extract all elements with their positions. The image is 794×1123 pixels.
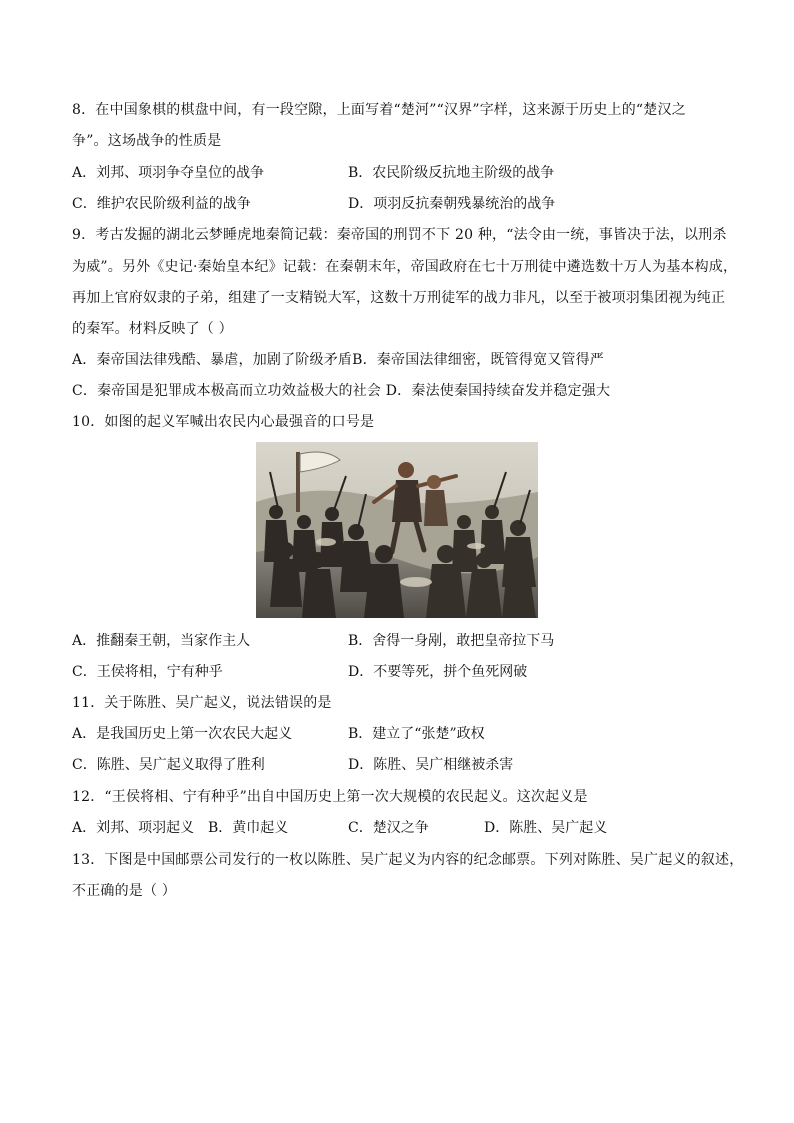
q10-option-c: C．王侯将相，宁有种乎 [72,664,223,680]
q8-option-d: D．项羽反抗秦朝残暴统治的战争 [348,196,556,212]
q12-option-b: B．黄巾起义 [208,820,289,836]
q8-option-a: A．刘邦、项羽争夺皇位的战争 [72,165,265,181]
q8-option-b: B．农民阶级反抗地主阶级的战争 [348,165,555,181]
q9-stem-line3: 再加上官府奴隶的子弟，组建了一支精锐大军，这数十万刑徒军的战力非凡，以至于被项羽集团视为纯正 [72,290,726,306]
q11-stem: 11．关于陈胜、吴广起义，说法错误的是 [72,695,332,711]
q12-option-d: D．陈胜、吴广起义 [484,820,608,836]
q8-option-c: C．维护农民阶级利益的战争 [72,196,251,212]
q12-option-a: A．刘邦、项羽起义 [72,820,195,836]
q12-stem: 12．“王侯将相、宁有种乎”出自中国历史上第一次大规模的农民起义。这次起义是 [72,789,588,805]
q11-option-d: D．陈胜、吴广相继被杀害 [348,757,514,773]
q13-stem-line1: 13．下图是中国邮票公司发行的一枚以陈胜、吴广起义为内容的纪念邮票。下列对陈胜、吴广起义的叙述， [72,852,744,868]
q13-stem-line2: 不正确的是（ ） [72,883,177,899]
q11-option-b: B．建立了“张楚”政权 [348,726,485,742]
q10-option-a: A．推翻秦王朝，当家作主人 [72,633,251,649]
q8-stem-line2: 争”。这场战争的性质是 [72,133,222,149]
q8-stem-line1: 8．在中国象棋的棋盘中间，有一段空隙，上面写着“楚河”“汉界”字样，这来源于历史上的“楚汉之 [72,102,686,118]
q9-stem-line1: 9．考古发掘的湖北云梦睡虎地秦简记载：秦帝国的刑罚不下 20 种，“法令由一统，事皆决于法，以刑杀 [72,227,727,243]
q10-option-b: B．舍得一身剐，敢把皇帝拉下马 [348,633,555,649]
q11-option-a: A．是我国历史上第一次农民大起义 [72,726,293,742]
q11-option-c: C．陈胜、吴广起义取得了胜利 [72,757,265,773]
q9-stem-line4: 的秦军。材料反映了（ ） [72,321,233,337]
q10-option-d: D．不要等死，拼个鱼死网破 [348,664,528,680]
q10-stem: 10．如图的起义军喊出农民内心最强音的口号是 [72,414,375,430]
q9-options-cd: C．秦帝国是犯罪成本极高而立功效益极大的社会 D．秦法使秦国持续奋发并稳定强大 [72,383,611,399]
q9-stem-line2: 为威”。另外《史记·秦始皇本纪》记载：在秦朝末年，帝国政府在七十万刑徒中遴选数十万人为基本构成， [72,259,738,275]
q12-option-c: C．楚汉之争 [348,820,429,836]
q9-options-ab: A．秦帝国法律残酷、暴虐，加剧了阶级矛盾B．秦帝国法律细密，既管得宽又管得严 [72,352,604,368]
uprising-illustration [256,442,538,618]
